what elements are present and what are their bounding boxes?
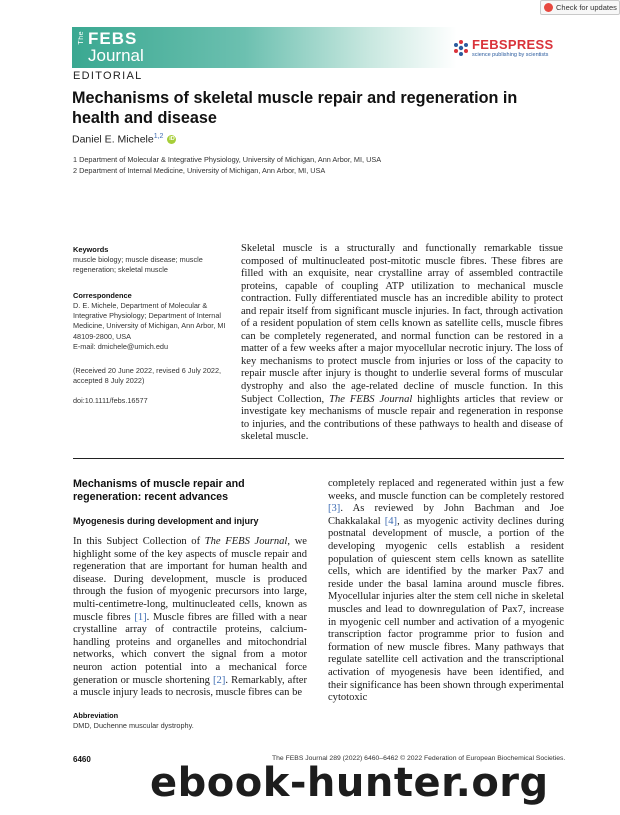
- orcid-icon[interactable]: iD: [169, 136, 175, 143]
- correspondence-address: D. E. Michele, Department of Molecular & Integrative Physiology; Department of Internal Medicine, University of Michigan, Ann Arbor, MI 48109-2800, USA: [73, 301, 226, 341]
- abstract-journal-name: The FEBS Journal: [329, 393, 413, 405]
- crossmark-icon: [544, 3, 553, 12]
- author-line: [72, 133, 176, 146]
- received-dates: (Received 20 June 2022, revised 6 July 2022, accepted 8 July 2022): [73, 366, 222, 386]
- citation-link[interactable]: [1]: [134, 611, 147, 623]
- abstract-text-2: highlights articles that review or investigate key mechanisms of muscle repair and regeneration in response to injuries, and the contributions of these pathways to health and disease of skeletal muscle.: [241, 393, 564, 443]
- correspondence-text: [73, 301, 233, 352]
- section-heading: Mechanisms of muscle repair and regeneration: recent advances: [73, 478, 245, 503]
- check-for-updates-button[interactable]: [540, 0, 620, 15]
- publisher-tagline: science publishing by scientists: [472, 52, 549, 58]
- abstract: [241, 243, 563, 444]
- affiliation-2: 2 Department of Internal Medicine, University of Michigan, Ann Arbor, MI, USA: [73, 166, 326, 175]
- affiliation-1: 1 Department of Molecular & Integrative Physiology, University of Michigan, Ann Arbor, MI, USA: [73, 155, 382, 164]
- correspondence-email[interactable]: E-mail: dmichele@umich.edu: [73, 341, 169, 351]
- journal-logo-febs: FEBS: [88, 29, 138, 48]
- publisher-name: FEBSPRESS: [472, 37, 554, 52]
- abbreviation-text: DMD, Duchenne muscular dystrophy.: [73, 721, 194, 730]
- body-column-right: [328, 478, 564, 705]
- journal-logo-journal: Journal: [88, 46, 144, 65]
- subsection-heading: Myogenesis during development and injury: [73, 516, 259, 526]
- abstract-text-1: Skeletal muscle is a structurally and functionally remarkable tissue composed of multinucleated post-mitotic muscle fibres. These fibres are filled with an exquisite, near crystalline array of assembled contractile proteins, capable of coupling ATP utilization to mechanical muscle contraction. Fully differentiated muscle has an incredible ability to protect and repair itself from significant muscle injuries. In fact, through activation of a resident population of stem cells known as satellite cells, muscle fibres can be completely regenerated, and normal function can be restored in a matter of a few weeks after a major myocellular necrotic injury. The loss of key mechanisms to protect muscle from injuries or loss of the capacity to repair muscle after injury is thought to underlie several forms of muscular dystrophy and also the age-related decline of muscle function. In this Subject Collection,: [241, 243, 563, 405]
- section-divider: [73, 458, 564, 459]
- author-name: Daniel E. Michele: [72, 133, 154, 146]
- body-text: . Remarkably, after a muscle injury leads to necrosis, muscle fibres can be: [73, 674, 307, 699]
- keywords-heading: Keywords: [73, 245, 109, 254]
- article-type-label: EDITORIAL: [73, 70, 143, 82]
- check-for-updates-label: Check for updates: [556, 3, 617, 12]
- author-affiliation-marks[interactable]: 1,2: [153, 133, 164, 140]
- body-text: completely replaced and regenerated within just a few weeks, and muscle function can be completely restored: [328, 478, 564, 502]
- page-number: 6460: [73, 755, 91, 764]
- body-text: In this Subject Collection of: [73, 536, 205, 547]
- body-text: , we highlight some of the key aspects of muscle repair and regeneration that are important for human health and disease. During development, muscle is produced through the fusion of myogenic precursors into large, multi-centimetre-long, multinucleated cells, known as muscle fibres: [73, 536, 307, 623]
- citation-link[interactable]: [4]: [384, 515, 398, 527]
- correspondence-heading: Correspondence: [73, 291, 132, 300]
- watermark: ebook-hunter.org: [150, 760, 549, 806]
- body-text: . As reviewed by John Bachman and Joe Chakkalakal: [328, 503, 564, 527]
- citation-link[interactable]: [3]: [328, 503, 341, 515]
- body-text: . Muscle fibres are filled with a near crystalline array of contractile proteins, calcium-handling proteins and organelles and mitochondrial networks, which convert the signal from a motor neuron action potential into a mechanical force generation or muscle shortening: [73, 611, 307, 686]
- publisher-logo[interactable]: [452, 37, 562, 63]
- febs-press-logo-icon: [452, 39, 470, 57]
- keywords-text: muscle biology; muscle disease; muscle regeneration; skeletal muscle: [73, 255, 203, 275]
- footer-citation: The FEBS Journal 289 (2022) 6460–6462 © 2022 Federation of European Biochemical Societies.: [272, 755, 566, 762]
- citation-link[interactable]: [2]: [213, 674, 226, 686]
- journal-logo-the: The: [78, 31, 85, 45]
- body-journal-name: The FEBS Journal: [204, 536, 288, 547]
- abbreviation-heading: Abbreviation: [73, 711, 119, 720]
- body-text: , as myogenic activity declines during postnatal development of muscle, a portion of the developing myogenic cells establish a resident population of quiescent stem cells known as satellite cells, which are identified by the marker Pax7 and reside under the basal lamina around muscle fibres. Myocellular injuries alter the stem cell niche in skeletal muscles and lead to downregulation of Pax7, increase in myogenic cell number and activation of a myogenic transcription factor programme prior to fusion and formation of new muscle fibres. Many pathways that regulate satellite cell activation and the transcriptional activation of myogenesis have been identified, and their significance has been shown through experimental cytotoxic: [328, 515, 565, 704]
- body-column-left: [73, 536, 307, 700]
- article-title: Mechanisms of skeletal muscle repair and regeneration in health and disease: [72, 89, 518, 127]
- doi-link[interactable]: doi:10.1111/febs.16577: [73, 396, 148, 405]
